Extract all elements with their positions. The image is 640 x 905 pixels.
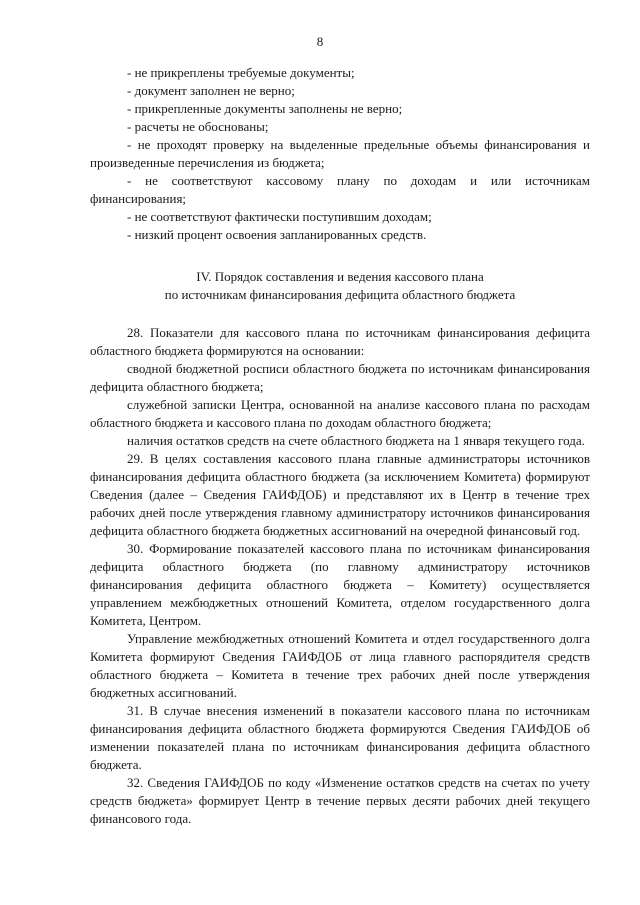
- list-item: - прикрепленные документы заполнены не верно;: [127, 101, 403, 116]
- section-heading-line-2: по источникам финансирования дефицита областного бюджета: [164, 287, 516, 302]
- list-item: - не соответствуют кассовому плану по доходам и или источникам финансирования;: [90, 173, 590, 206]
- paragraph: Управление межбюджетных отношений Комитета и отдел государственного долга Комитета формируют Сведения ГАИФДОБ от лица главного распорядителя средств областного бюджета – Комитета в течение трех рабочих дней после утверждения бюджетных ассигнований.: [90, 631, 590, 700]
- paragraph: сводной бюджетной росписи областного бюджета по источникам финансирования дефицита областного бюджета;: [90, 361, 590, 394]
- list-item: - не проходят проверку на выделенные предельные объемы финансирования и произведенные перечисления из бюджета;: [90, 137, 590, 170]
- document-body: [90, 64, 590, 828]
- paragraph: наличия остатков средств на счете областного бюджета на 1 января текущего года.: [127, 433, 585, 448]
- list-item: - не соответствуют фактически поступившим доходам;: [127, 209, 432, 224]
- section-heading-line-1: IV. Порядок составления и ведения кассового плана: [196, 269, 484, 284]
- list-item: - низкий процент освоения запланированных средств.: [127, 227, 427, 242]
- paragraph: 28. Показатели для кассового плана по источникам финансирования дефицита областного бюджета формируются на основании:: [90, 325, 590, 358]
- list-item: - документ заполнен не верно;: [127, 83, 295, 98]
- list-item: - не прикреплены требуемые документы;: [127, 65, 355, 80]
- paragraph: служебной записки Центра, основанной на анализе кассового плана по расходам областного бюджета и кассового плана по доходам областного бюджета;: [90, 397, 590, 430]
- paragraph: 31. В случае внесения изменений в показатели кассового плана по источникам финансирования дефицита областного бюджета формируются Сведения ГАИФДОБ об изменении показателей плана по источникам финансирования дефицита областного бюджета.: [90, 703, 590, 772]
- section-heading: [90, 268, 590, 304]
- paragraph: 30. Формирование показателей кассового плана по источникам финансирования дефицита областного бюджета (по главному администратору источников финансирования дефицита областного бюджета – Комитету) осуществляется управлением межбюджетных отношений Комитета, отделом государственного долга Комитета, Центром.: [90, 541, 590, 628]
- page-number: 8: [316, 34, 324, 49]
- paragraph: 29. В целях составления кассового плана главные администраторы источников финансирования дефицита областного бюджета (за исключением Комитета) формируют Сведения (далее – Сведения ГАИФДОБ) и представляют их в Центр в течение трех рабочих дней после утверждения главному администратору источников финансирования дефицита областного бюджета бюджетных ассигнований на очередной финансовый год.: [90, 451, 590, 538]
- paragraph: 32. Сведения ГАИФДОБ по коду «Изменение остатков средств на счетах по учету средств бюджета» формирует Центр в течение первых десяти рабочих дней текущего финансового года.: [90, 775, 590, 826]
- list-item: - расчеты не обоснованы;: [127, 119, 269, 134]
